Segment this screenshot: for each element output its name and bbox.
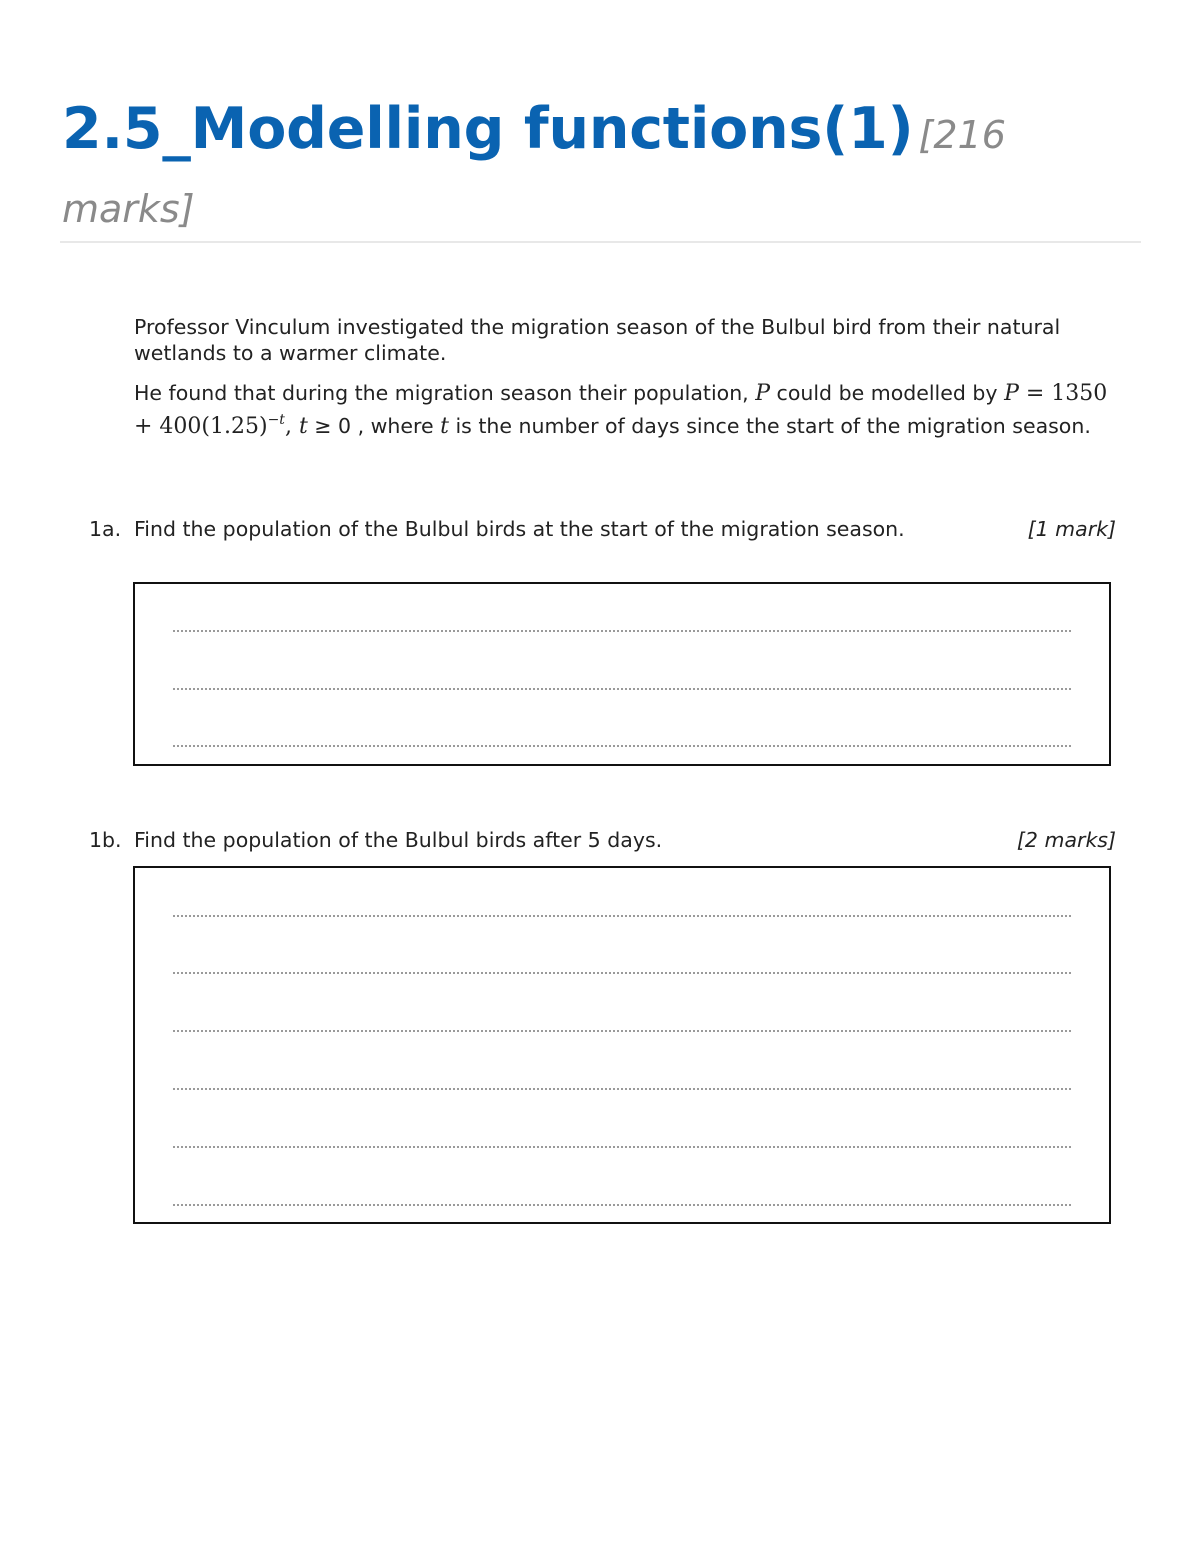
formula-rhs: = 1350 + 400(1.25) <box>134 381 1108 439</box>
answer-line <box>173 688 1071 690</box>
stem-text: He found that during the migration season their population, <box>134 381 756 405</box>
variable-p: P <box>755 381 771 406</box>
question-number: 1b. <box>89 828 122 852</box>
stem-text: , where <box>351 414 441 438</box>
answer-line <box>173 1030 1071 1032</box>
stem-paragraph-1: Professor Vinculum investigated the migration season of the Bulbul bird from their natural wetlands to a warmer climate. <box>134 315 1061 365</box>
question-text: Find the population of the Bulbul birds after 5 days. <box>134 828 663 852</box>
question-1b <box>89 826 1119 858</box>
answer-line <box>173 972 1071 974</box>
answer-line <box>173 1088 1071 1090</box>
answer-line <box>173 915 1071 917</box>
question-1a <box>89 515 1119 575</box>
total-marks: [216 marks] <box>62 113 1006 231</box>
formula-condition: ≥ 0 <box>307 414 352 438</box>
formula-lhs: P <box>1004 381 1019 406</box>
answer-line <box>173 1204 1071 1206</box>
variable-t: t <box>440 414 449 439</box>
page-header <box>62 96 1142 250</box>
answer-box-1a[interactable] <box>133 582 1111 766</box>
answer-box-1b[interactable] <box>133 866 1111 1224</box>
stem-text: could be modelled by <box>770 381 1005 405</box>
header-divider <box>60 241 1141 243</box>
answer-line <box>173 745 1071 747</box>
question-marks: [2 marks] <box>1016 828 1116 852</box>
formula-exponent: −t <box>267 412 285 428</box>
answer-line <box>173 630 1071 632</box>
question-stem <box>134 314 1124 454</box>
formula-separator: , <box>284 414 299 439</box>
question-text: Find the population of the Bulbul birds at the start of the migration season. <box>134 517 905 541</box>
question-number: 1a. <box>89 517 122 541</box>
stem-paragraph-2 <box>134 377 1124 443</box>
question-marks: [1 mark] <box>1027 517 1116 541</box>
stem-text: is the number of days since the start of the migration season. <box>448 414 1091 438</box>
answer-line <box>173 1146 1071 1148</box>
page-title: 2.5_Modelling functions(1) <box>62 96 914 162</box>
formula-variable-t: t <box>298 414 308 439</box>
